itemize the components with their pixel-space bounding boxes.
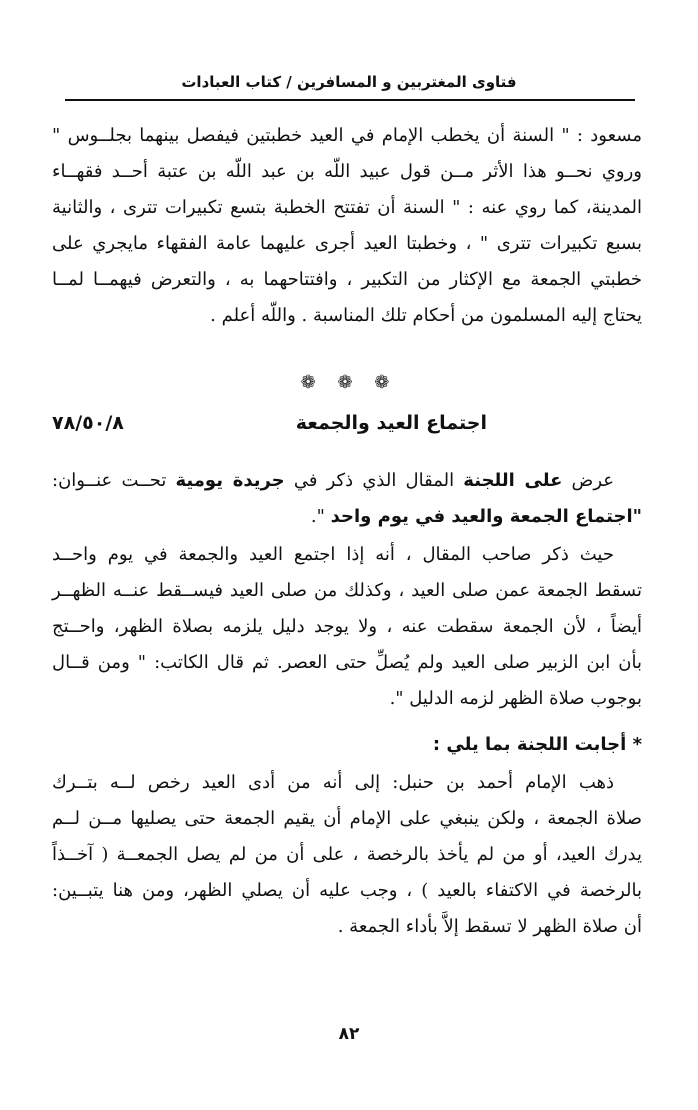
running-header: فتاوى المغتربين و المسافرين / كتاب العبادات <box>181 73 517 91</box>
question-line-1 <box>52 463 642 499</box>
text-run: ". <box>310 506 331 527</box>
text-line: تسقط الجمعة عمن صلى العيد ، وكذلك من صلى العيد فيســقط عنــه الظهــر <box>52 580 642 601</box>
text-line: بوجوب صلاة الظهر لزمه الدليل ". <box>389 688 642 709</box>
text-line: خطبتي الجمعة مع الإكثار من التكبير ، وافتتاحهما به ، والتعرض فيهمــا لمــا <box>52 269 642 290</box>
text-line: بسبع تكبيرات تترى " ، وخطبتا العيد أجرى عليهما عامة الفقهاء مايجري على <box>52 233 642 254</box>
answer-paragraph <box>52 765 642 945</box>
page-number: ٨٢ <box>338 1024 360 1044</box>
section-heading <box>52 412 642 446</box>
section-title: اجتماع العيد والجمعة <box>295 412 487 434</box>
text-run: تحــت عنــوان: <box>52 470 176 491</box>
bold-run: جريدة يومية <box>175 470 285 491</box>
text-line: مسعود : " السنة أن يخطب الإمام في العيد خطبتين فيفصل بينهما بجلــوس " <box>52 125 642 146</box>
bold-run: "اجتماع الجمعة والعيد في يوم واحد <box>330 506 642 527</box>
text-line: ذهب الإمام أحمد بن حنبل: إلى أنه من أدى العيد رخص لــه بتــرك <box>52 772 614 793</box>
text-run: المقال الذي ذكر في <box>284 470 464 491</box>
question-paragraph <box>52 463 642 535</box>
bold-run: على اللجنة <box>463 470 563 491</box>
section-ornament: ❁ ❁ ❁ <box>300 372 398 393</box>
text-line: المدينة، كما روي عنه : " السنة أن تفتتح الخطبة بتسع تكبيرات تترى ، والثانية <box>52 197 642 218</box>
text-line: بأن ابن الزبير صلى العيد ولم يُصلِّ حتى العصر. ثم قال الكاتب: " ومن قــال <box>52 652 642 673</box>
question-line-2 <box>52 499 642 535</box>
answer-heading: * أجابت اللجنة بما يلي : <box>432 734 642 755</box>
header-rule <box>65 99 635 101</box>
article-paragraph <box>52 537 642 717</box>
text-run: عرض <box>562 470 614 491</box>
text-line: بالرخصة في الاكتفاء بالعيد ) ، وجب عليه أن يصلي الظهر، ومن هنا يتبــين: <box>52 880 642 901</box>
text-line: حيث ذكر صاحب المقال ، أنه إذا اجتمع العيد والجمعة في يوم واحــد <box>52 544 614 565</box>
text-line: أيضاً ، لأن الجمعة سقطت عنه ، ولا يوجد دليل يلزمه بصلاة الظهر، واحــتج <box>52 616 642 637</box>
text-line: وروي نحــو هذا الأثر مــن قول عبيد اللّه بن عبد اللّه بن عتبة أحــد فقهــاء <box>52 161 642 182</box>
intro-paragraph <box>52 118 642 334</box>
text-line: يحتاج إليه المسلمون من أحكام تلك المناسبة . واللّه أعلم . <box>210 305 642 326</box>
text-line: يدرك العيد، أو من لم يأخذ بالرخصة ، على أن من لم يصل الجمعــة ( آخــذاً <box>52 844 642 865</box>
fatwa-number: ٧٨/٥٠/٨ <box>52 412 124 434</box>
text-line: صلاة الجمعة ، ولكن ينبغي على الإمام أن يقيم الجمعة حتى يصليها مــن لــم <box>52 808 642 829</box>
text-line: أن صلاة الظهر لا تسقط إلاَّ بأداء الجمعة . <box>337 916 642 937</box>
